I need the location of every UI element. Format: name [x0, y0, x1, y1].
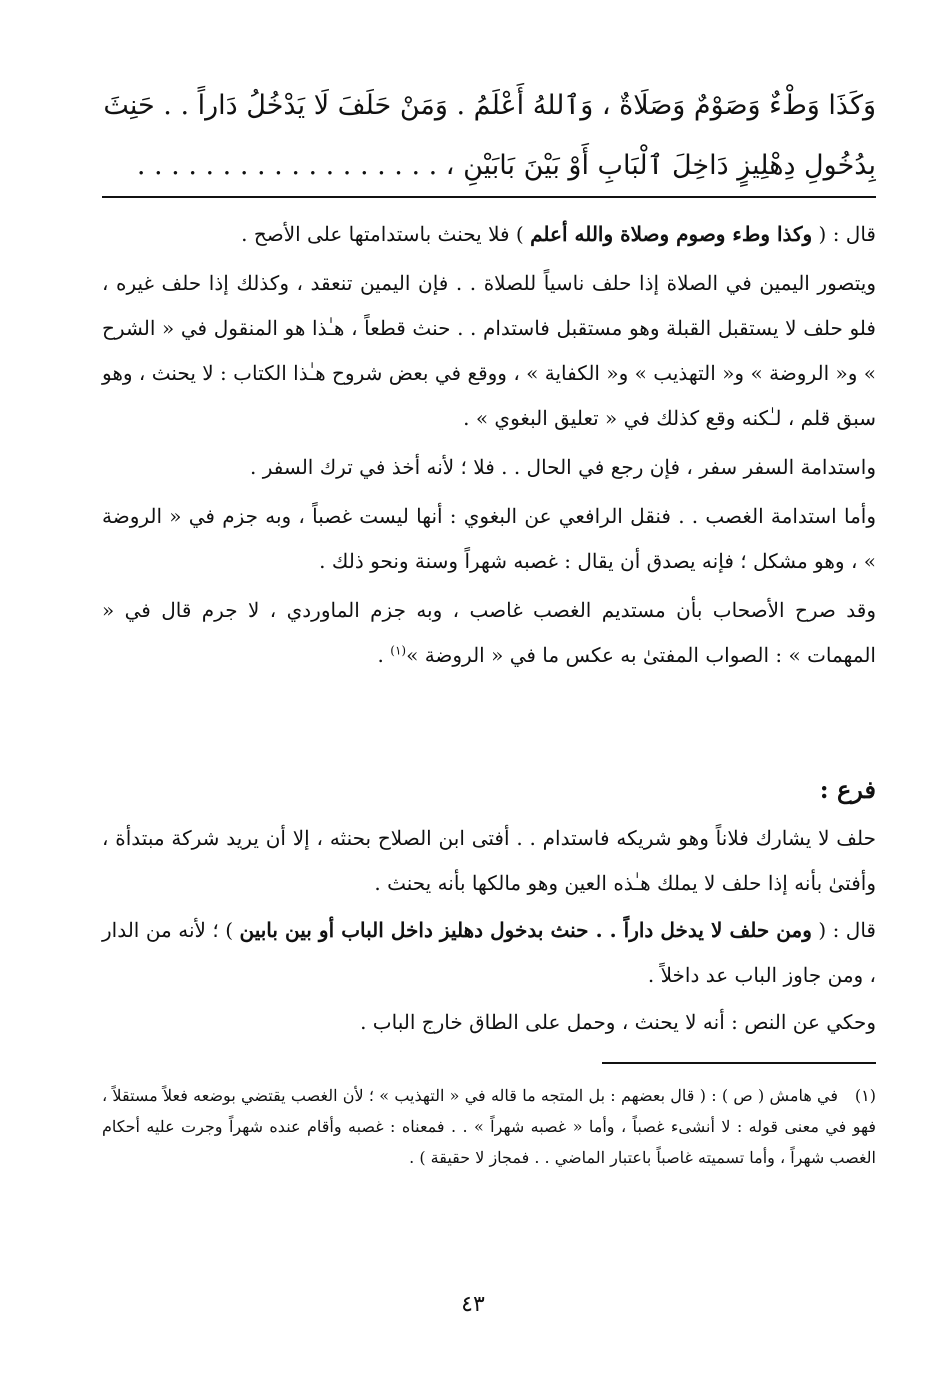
commentary-block — [102, 212, 876, 682]
page-number: ٤٣ — [461, 1292, 485, 1317]
commentary-paragraph-1: قال : ( وكذا وطء وصوم وصلاة والله أعلم ) فلا يحنث باستدامتها على الأصح . — [241, 222, 876, 246]
commentary-paragraph-4: وأما استدامة الغصب . . فنقل الرافعي عن البغوي : أنها ليست غصباً ، وبه جزم في « الروضة » ، وهو مشكل ؛ فإنه يصدق أن يقال : غصبه شهراً وسنة ونحو ذلك . — [102, 504, 876, 573]
matn-separator-rule — [102, 196, 876, 198]
matn-line-2: بِدُخُولِ دِهْلِيزٍ دَاخِلَ ٱلْبَابِ أَوْ بَيْنَ بَابَيْنِ ، . . . . . . . . . . . . . . . . . . — [136, 150, 876, 181]
matn-line-1: وَكَذَا وَطْءٌ وَصَوْمٌ وَصَلَاةٌ ، وَٱللهُ أَعْلَمُ . وَمَنْ حَلَفَ لَا يَدْخُلُ دَاراً . . حَنِثَ — [103, 90, 876, 121]
footnote — [102, 1080, 876, 1173]
section-heading-far: فرع : — [819, 775, 876, 804]
commentary-paragraph-2: ويتصور اليمين في الصلاة إذا حلف ناسياً للصلاة . . فإن اليمين تنعقد ، وكذلك إذا حلف غيره ، فلو حلف لا يستقبل القبلة وهو مستقبل فاستدام . . حنث قطعاً ، هـٰذا هو المنقول في « الشرح » و« الروضة » و« التهذيب » و« الكفاية » ، ووقع في بعض شروح هـٰذا الكتاب : لا يحنث ، وهو سبق قلم ، لـٰكنه وقع كذلك في « تعليق البغوي » . — [102, 271, 876, 430]
commentary2-paragraph-1: حلف لا يشارك فلاناً وهو شريكه فاستدام . . أفتى ابن الصلاح بحنثه ، إلا أن يريد شركة مبتدأة ، وأفتىٰ بأنه إذا حلف لا يملك هـٰذه العين وهو مالكها بأنه يحنث . — [102, 826, 876, 895]
matn-text — [102, 76, 876, 196]
commentary2-paragraph-2: قال : ( ومن حلف لا يدخل داراً . . حنث بدخول دهليز داخل الباب أو بين بابين ) ؛ لأنه من الدار ، ومن جاوز الباب عد داخلاً . — [102, 918, 876, 987]
footnote-separator-rule — [602, 1062, 876, 1064]
quoted-matn-2: ومن حلف لا يدخل داراً . . حنث بدخول دهليز داخل الباب أو بين بابين — [239, 918, 812, 942]
commentary-paragraph-5: وقد صرح الأصحاب بأن مستديم الغصب غاصب ، وبه جزم الماوردي ، لا جرم قال في « المهمات » : الصواب المفتىٰ به عكس ما في « الروضة »$^{(١)}$ . — [102, 598, 876, 667]
footnote-number: (١) — [854, 1086, 877, 1105]
commentary-paragraph-3: واستدامة السفر سفر ، فإن رجع في الحال . . فلا ؛ لأنه أخذ في ترك السفر . — [249, 455, 876, 479]
quoted-matn: وكذا وطء وصوم وصلاة والله أعلم — [530, 222, 813, 246]
commentary-block-2 — [102, 816, 876, 1047]
footnote-text: في هامش ( ص ) : ( قال بعضهم : بل المتجه ما قاله في « التهذيب » ؛ لأن الغصب يقتضي بوضعه فعلاً مستقلاً ، فهو في معنى قوله : لا أنشىء غصباً ، وأما « غصبه شهراً » . . فمعناه : غصبه وأقام عنده شهراً وجرت عليه أحكام الغصب شهراً ، وأما تسميته غاصباً باعتبار الماضي . . فمجاز لا حقيقة ) . — [102, 1086, 876, 1167]
commentary2-paragraph-3: وحكي عن النص : أنه لا يحنث ، وحمل على الطاق خارج الباب . — [360, 1010, 876, 1034]
footnote-reference[interactable]: (١) — [390, 643, 407, 658]
